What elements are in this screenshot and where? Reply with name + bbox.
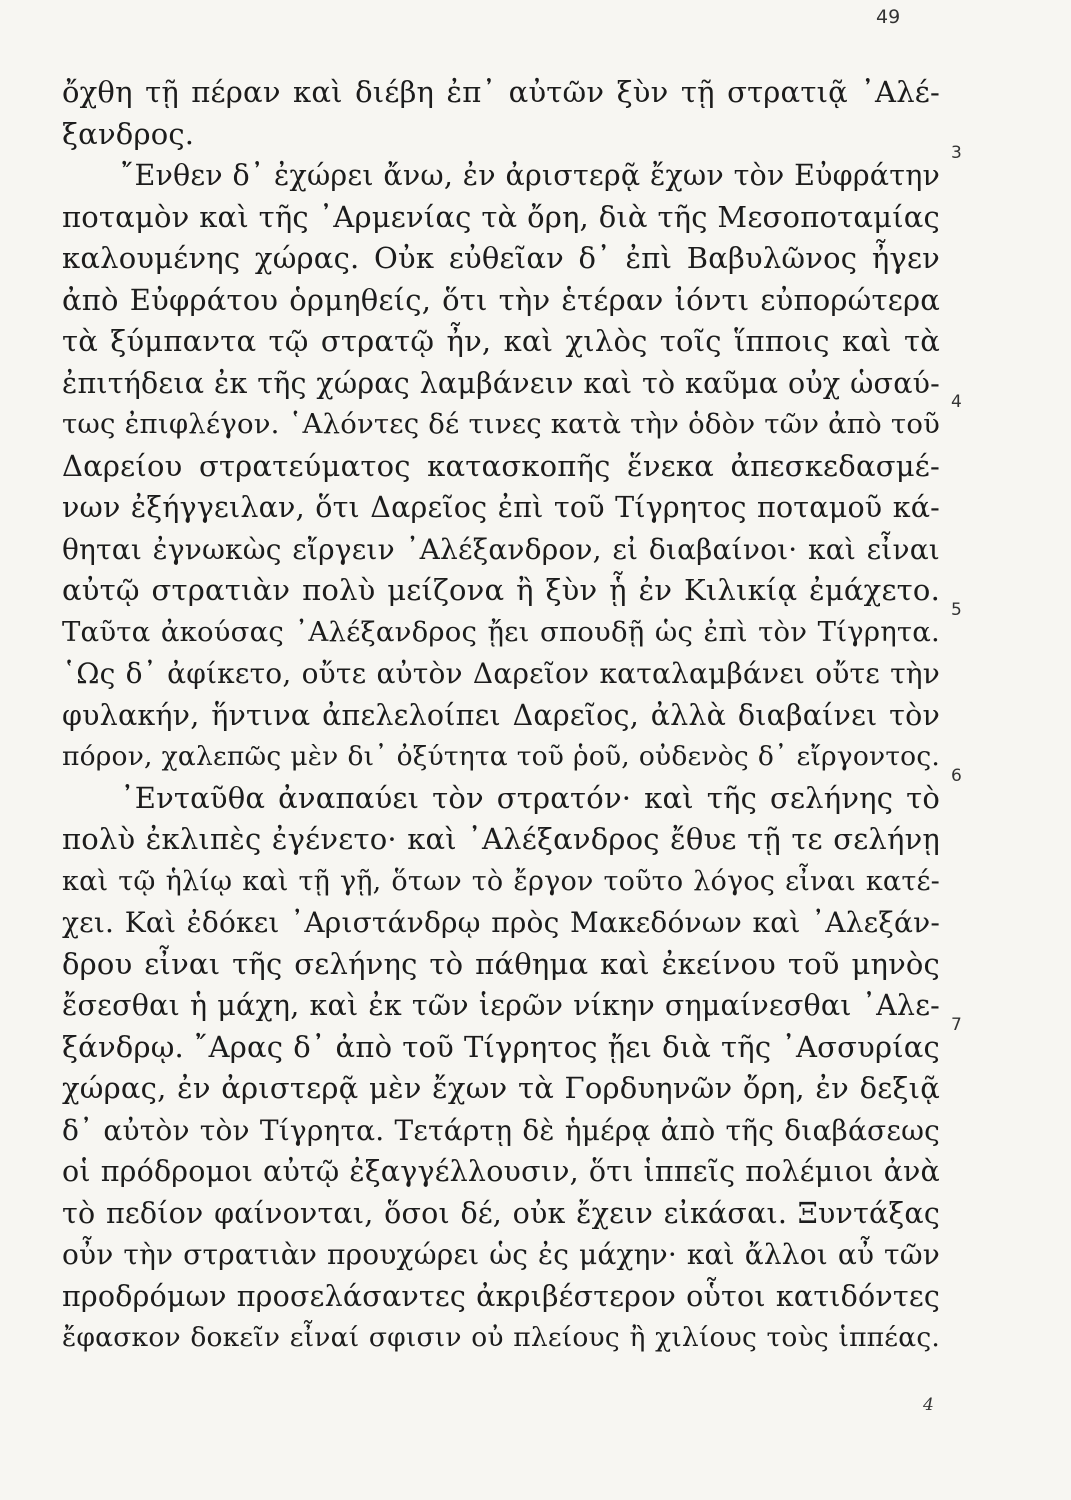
text-line (62, 985, 940, 1027)
text-line (62, 392, 962, 446)
section-number: 5 (950, 599, 962, 620)
line-text: τὰ ξύμπαντα τῷ στρατῷ ἦν, καὶ χιλὸς τοῖς ἵπποις καὶ τὰ (62, 324, 940, 358)
line-text: ᾽Ενταῦθα ἀναπαύει τὸν στρατόν· καὶ τῆς σελήνης τὸ (120, 780, 940, 815)
line-text: φυλακήν, ἥντινα ἀπελελοίπει Δαρεῖος, ἀλλὰ διαβαίνει τὸν (62, 698, 940, 732)
line-text: οὖν τὴν στρατιὰν προυχώρει ὡς ἐς μάχην· καὶ ἄλλοι αὖ τῶν (62, 1238, 940, 1271)
text-line (62, 72, 940, 114)
line-text: ὄχθη τῇ πέραν καὶ διέβη ἐπ᾽ αὐτῶν ξὺν τῇ στρατιᾷ ᾽Αλέ- (62, 75, 940, 109)
text-line (62, 1110, 940, 1152)
line-text: Ταῦτα ἀκούσας ᾽Αλέξανδρος ᾔει σπουδῇ ὡς ἐπὶ τὸν Τίγρητα. (62, 615, 940, 648)
text-line (62, 1151, 940, 1193)
text-line (62, 238, 940, 280)
text-line (62, 599, 962, 654)
text-line (62, 819, 940, 861)
line-text: ποταμὸν καὶ τῆς ᾽Αρμενίας τὰ ὄρη, διὰ τῆς Μεσοποταμίας (62, 199, 940, 234)
line-text: δ᾽ αὐτὸν τὸν Τίγρητα. Τετάρτῃ δὲ ἡμέρᾳ ἀπὸ τῆς διαβάσεως (62, 1113, 940, 1147)
text-line (62, 1317, 940, 1359)
line-text: ῾Ως δ᾽ ἀφίκετο, οὔτε αὐτὸν Δαρεῖον καταλαμβάνει οὔτε τὴν (62, 657, 940, 690)
text-line (62, 114, 940, 156)
line-text: θηται ἐγνωκὼς εἴργειν ᾽Αλέξανδρον, εἰ διαβαίνοι· καὶ εἶναι (62, 532, 940, 566)
line-text: τως ἐπιφλέγον. ῾Αλόντες δέ τινες κατὰ τὴν ὁδὸν τῶν ἀπὸ τοῦ (62, 408, 940, 440)
line-text: καλουμένης χώρας. Οὐκ εὐθεῖαν δ᾽ ἐπὶ Βαβυλῶνος ἦγεν (62, 241, 940, 275)
line-text: Δαρείου στρατεύματος κατασκοπῆς ἕνεκα ἀπεσκεδασμέ- (62, 448, 940, 483)
text-line (62, 446, 940, 488)
line-text: δρου εἶναι τῆς σελήνης τὸ πάθημα καὶ ἐκείνου τοῦ μηνὸς (62, 946, 940, 981)
line-text: ἔφασκον δοκεῖν εἶναί σφισιν οὐ πλείους ἢ χιλίους τοὺς ἱππέας. (62, 1322, 940, 1353)
text-line (62, 765, 962, 820)
line-text: χει. Καὶ ἐδόκει ᾽Αριστάνδρῳ πρὸς Μακεδόνων καὶ ᾽Αλεξάν- (62, 906, 940, 939)
text-line (62, 321, 940, 363)
line-text: ῎Ενθεν δ᾽ ἐχώρει ἄνω, ἐν ἀριστερᾷ ἔχων τὸν Εὐφράτην (120, 159, 940, 192)
text-line (62, 695, 940, 737)
text-line (62, 143, 962, 197)
line-text: πολὺ ἐκλιπὲς ἐγένετο· καὶ ᾽Αλέξανδρος ἔθυε τῇ τε σελήνῃ (62, 822, 940, 856)
line-text: χώρας, ἐν ἀριστερᾷ μὲν ἔχων τὰ Γορδυηνῶν ὄρη, ἐν δεξιᾷ (62, 1071, 940, 1105)
text-line (62, 944, 940, 986)
text-line (62, 529, 940, 571)
line-text: ἀπὸ Εὐφράτου ὁρμηθείς, ὅτι τὴν ἑτέραν ἰόντι εὐπορώτερα (62, 282, 940, 317)
line-text: αὐτῷ στρατιὰν πολὺ μείζονα ἢ ξὺν ᾗ ἐν Κιλικίᾳ ἐμάχετο. (62, 573, 940, 607)
line-text: οἱ πρόδρομοι αὐτῷ ἐξαγγέλλουσιν, ὅτι ἱππεῖς πολέμιοι ἀνὰ (62, 1155, 940, 1188)
signature-mark: 4 (923, 1395, 934, 1415)
section-number: 3 (950, 143, 962, 163)
text-line (62, 1276, 940, 1318)
page-number: 49 (876, 6, 901, 28)
text-line (62, 487, 940, 529)
section-number: 6 (950, 765, 962, 786)
line-text: ἐπιτήδεια ἐκ τῆς χώρας λαμβάνειν καὶ τὸ καῦμα οὐχ ὡσαύ- (62, 366, 940, 400)
text-line (62, 1234, 940, 1276)
text-line (62, 653, 940, 695)
body-text (62, 72, 962, 1359)
section-number: 7 (950, 1014, 962, 1035)
text-line (62, 902, 940, 944)
text-line (62, 736, 940, 778)
line-text: πόρον, χαλεπῶς μὲν δι᾽ ὀξύτητα τοῦ ῥοῦ, οὐδενὸς δ᾽ εἴργοντος. (62, 741, 940, 772)
line-text: νων ἐξήγγειλαν, ὅτι Δαρεῖος ἐπὶ τοῦ Τίγρητος ποταμοῦ κά- (62, 491, 940, 524)
section-number: 4 (950, 392, 962, 412)
line-text: καὶ τῷ ἡλίῳ καὶ τῇ γῇ, ὅτων τὸ ἔργον τοῦτο λόγος εἶναι κατέ- (62, 865, 940, 897)
line-text: ἔσεσθαι ἡ μάχη, καὶ ἐκ τῶν ἱερῶν νίκην σημαίνεσθαι ᾽Αλε- (62, 989, 940, 1022)
line-text: προδρόμων προσελάσαντες ἀκριβέστερον οὗτοι κατιδόντες (62, 1279, 940, 1313)
text-line (62, 363, 940, 405)
text-line (62, 1068, 940, 1110)
text-line (62, 280, 940, 322)
text-line (62, 1193, 940, 1235)
text-line (62, 197, 940, 239)
text-line (62, 570, 940, 612)
line-text: ξάνδρῳ. ῎Αρας δ᾽ ἀπὸ τοῦ Τίγρητος ᾔει διὰ τῆς ᾽Ασσυρίας (62, 1029, 940, 1064)
line-text: τὸ πεδίον φαίνονται, ὅσοι δέ, οὐκ ἔχειν εἰκάσαι. Ξυντάξας (62, 1196, 940, 1230)
text-line (62, 1014, 962, 1069)
text-line (62, 861, 940, 903)
line-text: ξανδρος. (62, 116, 195, 151)
